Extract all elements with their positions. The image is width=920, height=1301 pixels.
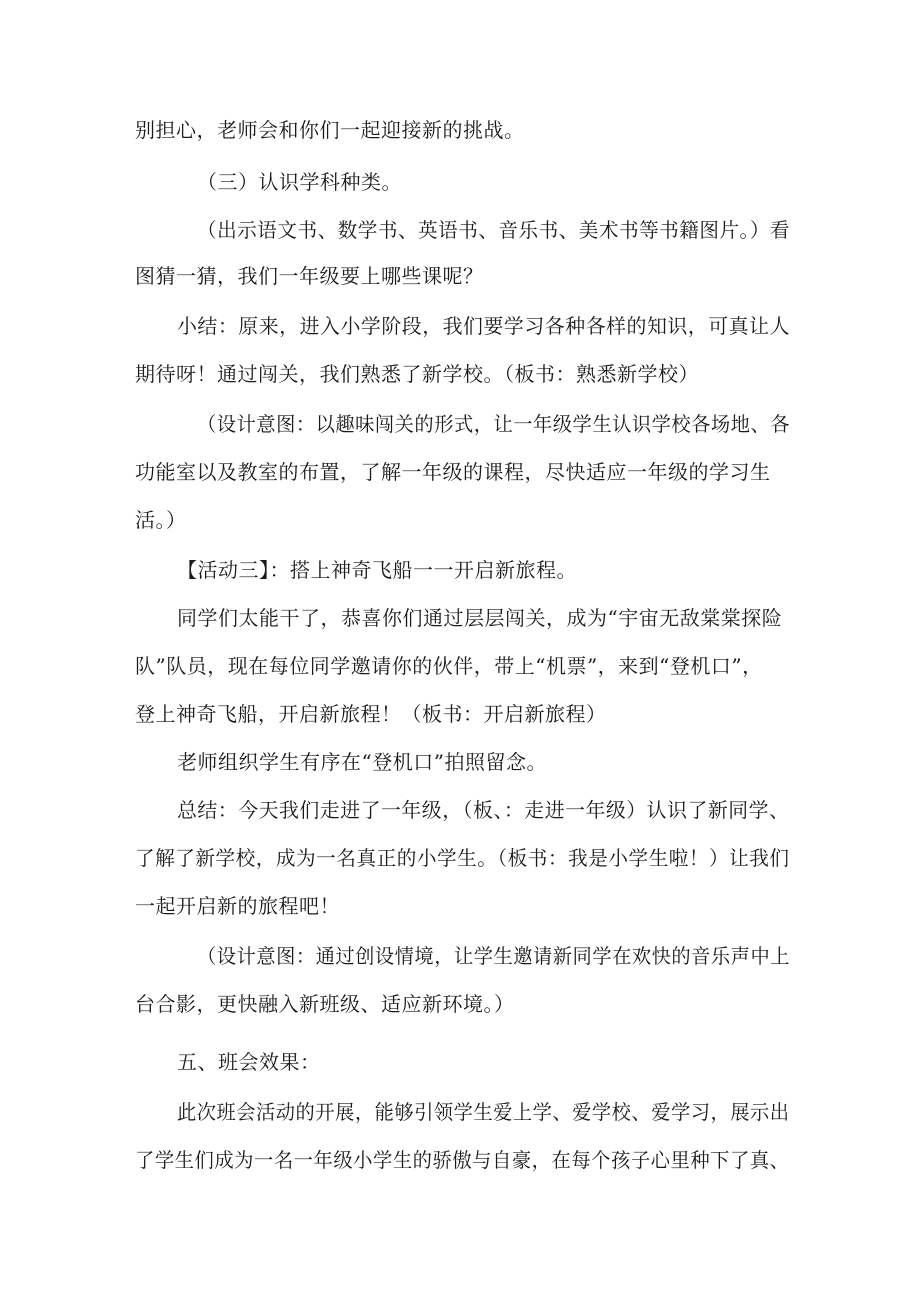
- text-line-5: 小结：原来，进入小学阶段，我们要学习各种各样的知识，可真让人: [177, 314, 790, 338]
- text-line-18: （设计意图：通过创设情境，让学生邀请新同学在欢快的音乐声中上: [197, 944, 790, 968]
- text-line-4: 图猜一猜，我们一年级要上哪些课呢？: [135, 264, 484, 288]
- text-line-15: 总结：今天我们走进了一年级，（板、：走进一年级）认识了新同学、: [177, 798, 790, 822]
- text-line-7: （设计意图：以趣味闯关的形式，让一年级学生认识学校各场地、各: [197, 412, 790, 436]
- text-line-13: 登上神奇飞船，开启新旅程！（板书：开启新旅程）: [135, 702, 607, 726]
- text-line-9: 活。）: [135, 508, 187, 532]
- text-line-8: 功能室以及教室的布置，了解一年级的课程，尽快适应一年级的学习生: [135, 460, 771, 484]
- text-line-22: 了学生们成为一名一年级小学生的骄傲与自豪，在每个孩子心里种下了真、: [135, 1148, 790, 1172]
- text-line-2: （三）认识学科种类。: [197, 170, 402, 194]
- text-line-11: 同学们太能干了，恭喜你们通过层层闯关，成为“宇宙无敌棠棠探险: [177, 606, 783, 630]
- text-line-6: 期待呀！通过闯关，我们熟悉了新学校。（板书：熟悉新学校）: [135, 362, 699, 386]
- text-line-10: 【活动三】：搭上神奇飞船一一开启新旅程。: [177, 558, 577, 582]
- text-line-17: 一起开启新的旅程吧！: [135, 894, 340, 918]
- text-line-3: （出示语文书、数学书、英语书、音乐书、美术书等书籍图片。）看: [197, 218, 791, 242]
- text-line-14: 老师组织学生有序在“登机口”拍照留念。: [177, 750, 547, 774]
- text-line-12: 队”队员，现在每位同学邀请你的伙伴，带上“机票”，来到“登机口”，: [135, 654, 763, 678]
- text-line-1: 别担心，老师会和你们一起迎接新的挑战。: [135, 118, 525, 142]
- text-line-21: 此次班会活动的开展，能够引领学生爱上学、爱学校、爱学习，展示出: [177, 1100, 790, 1124]
- text-line-20: 五、班会效果：: [177, 1050, 321, 1074]
- text-line-16: 了解了新学校，成为一名真正的小学生。（板书：我是小学生啦！）让我们: [135, 846, 790, 870]
- text-line-19: 台合影，更快融入新班级、适应新环境。）: [135, 992, 515, 1016]
